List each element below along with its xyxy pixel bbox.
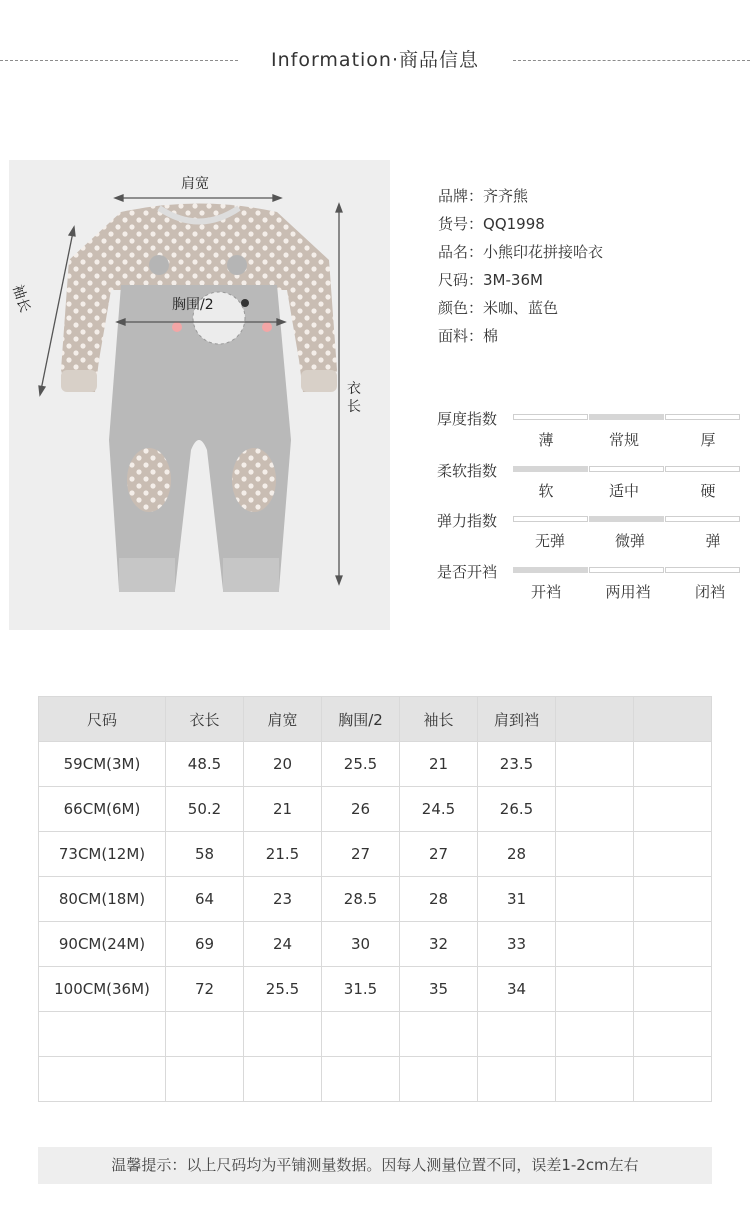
header-sleeve: 袖长 <box>400 697 478 742</box>
table-cell <box>556 877 634 922</box>
table-cell: 80CM(18M) <box>39 877 166 922</box>
softness-option-hard: 硬 <box>700 482 716 500</box>
table-cell: 27 <box>400 832 478 877</box>
table-cell <box>166 1057 244 1102</box>
table-row <box>39 1012 712 1057</box>
header-empty-2 <box>634 697 712 742</box>
table-cell <box>556 967 634 1012</box>
table-cell: 21 <box>400 742 478 787</box>
table-cell: 33 <box>478 922 556 967</box>
thickness-option-normal: 常规 <box>608 431 639 449</box>
table-cell <box>634 922 712 967</box>
info-size: 尺码：3M-36M <box>438 271 543 289</box>
header-shoulder-to-crotch: 肩到裆 <box>478 697 556 742</box>
page-title: Information·商品信息 <box>270 49 480 71</box>
thickness-bar-1 <box>513 414 588 420</box>
header-size: 尺码 <box>39 697 166 742</box>
table-row <box>39 877 712 922</box>
table-cell: 90CM(24M) <box>39 922 166 967</box>
table-cell: 58 <box>166 832 244 877</box>
crotch-option-closed: 闭裆 <box>694 583 725 601</box>
table-cell <box>478 1057 556 1102</box>
table-cell <box>556 787 634 832</box>
table-cell <box>556 832 634 877</box>
table-cell: 25.5 <box>322 742 400 787</box>
size-table <box>38 696 712 1102</box>
softness-option-medium: 适中 <box>608 482 639 500</box>
table-cell <box>39 1057 166 1102</box>
sleeve-length-label: 袖长 <box>8 282 33 315</box>
table-cell: 48.5 <box>166 742 244 787</box>
table-row <box>39 787 712 832</box>
table-cell: 69 <box>166 922 244 967</box>
table-cell: 30 <box>322 922 400 967</box>
crotch-option-dual: 两用裆 <box>605 583 651 601</box>
table-cell <box>634 967 712 1012</box>
table-row <box>39 1057 712 1102</box>
table-cell: 28 <box>478 832 556 877</box>
table-cell: 24.5 <box>400 787 478 832</box>
table-cell <box>556 1012 634 1057</box>
table-cell: 73CM(12M) <box>39 832 166 877</box>
elasticity-index-title: 弹力指数 <box>437 512 498 530</box>
elasticity-option-slight: 微弹 <box>614 532 645 550</box>
elasticity-option-none: 无弹 <box>534 532 565 550</box>
thickness-bar-2 <box>589 414 664 420</box>
table-row <box>39 922 712 967</box>
length-label-1: 衣 <box>347 381 361 397</box>
table-cell <box>634 742 712 787</box>
table-cell: 32 <box>400 922 478 967</box>
table-cell <box>400 1057 478 1102</box>
table-cell: 26 <box>322 787 400 832</box>
info-product-name: 品名：小熊印花拼接哈衣 <box>438 243 604 261</box>
table-cell <box>400 1012 478 1057</box>
table-row <box>39 832 712 877</box>
table-cell: 31.5 <box>322 967 400 1012</box>
table-cell: 28.5 <box>322 877 400 922</box>
softness-option-soft: 软 <box>538 482 554 500</box>
header-shoulder: 肩宽 <box>244 697 322 742</box>
table-cell <box>166 1012 244 1057</box>
elasticity-bar-2 <box>589 516 664 522</box>
product-photo <box>9 160 390 630</box>
info-color: 颜色：米咖、蓝色 <box>438 299 559 317</box>
table-cell: 31 <box>478 877 556 922</box>
length-label-2: 长 <box>347 399 361 415</box>
elasticity-bar-3 <box>665 516 740 522</box>
info-brand: 品牌：齐齐熊 <box>438 187 529 205</box>
table-cell <box>634 1057 712 1102</box>
table-cell <box>39 1012 166 1057</box>
table-cell: 59CM(3M) <box>39 742 166 787</box>
softness-bar-3 <box>665 466 740 472</box>
chest-half-label: 胸围/2 <box>172 297 214 313</box>
table-cell <box>634 1012 712 1057</box>
table-header-row <box>39 697 712 742</box>
table-cell: 21.5 <box>244 832 322 877</box>
table-cell: 21 <box>244 787 322 832</box>
elasticity-option-elastic: 弹 <box>705 532 721 550</box>
header-length: 衣长 <box>166 697 244 742</box>
table-cell <box>634 832 712 877</box>
table-cell <box>556 1057 634 1102</box>
table-cell: 34 <box>478 967 556 1012</box>
info-item-number: 货号：QQ1998 <box>438 215 545 233</box>
table-cell: 35 <box>400 967 478 1012</box>
header-chest: 胸围/2 <box>322 697 400 742</box>
table-cell: 28 <box>400 877 478 922</box>
thickness-option-thick: 厚 <box>700 431 716 449</box>
table-cell <box>556 922 634 967</box>
table-cell: 24 <box>244 922 322 967</box>
header-empty-1 <box>556 697 634 742</box>
info-material: 面料：棉 <box>438 327 499 345</box>
thickness-bar-3 <box>665 414 740 420</box>
table-cell <box>322 1057 400 1102</box>
crotch-bar-2 <box>589 567 664 573</box>
table-cell: 100CM(36M) <box>39 967 166 1012</box>
softness-bar-1 <box>513 466 588 472</box>
crotch-bar-3 <box>665 567 740 573</box>
table-cell: 20 <box>244 742 322 787</box>
table-cell <box>244 1012 322 1057</box>
table-cell: 72 <box>166 967 244 1012</box>
crotch-index-title: 是否开裆 <box>437 563 498 581</box>
crotch-option-open: 开裆 <box>530 583 561 601</box>
table-row <box>39 742 712 787</box>
crotch-bar-1 <box>513 567 588 573</box>
table-cell: 25.5 <box>244 967 322 1012</box>
table-row <box>39 967 712 1012</box>
table-cell: 50.2 <box>166 787 244 832</box>
table-cell: 23.5 <box>478 742 556 787</box>
thickness-option-thin: 薄 <box>538 431 554 449</box>
table-cell <box>556 742 634 787</box>
table-cell: 27 <box>322 832 400 877</box>
table-cell <box>244 1057 322 1102</box>
table-cell <box>634 787 712 832</box>
elasticity-bar-1 <box>513 516 588 522</box>
shoulder-width-label: 肩宽 <box>181 176 209 192</box>
size-tip: 温馨提示：以上尺码均为平铺测量数据。因每人测量位置不同，误差1-2cm左右 <box>38 1147 712 1184</box>
table-cell: 64 <box>166 877 244 922</box>
table-cell <box>634 877 712 922</box>
table-cell: 23 <box>244 877 322 922</box>
table-cell <box>322 1012 400 1057</box>
thickness-index-title: 厚度指数 <box>437 410 498 428</box>
table-cell: 26.5 <box>478 787 556 832</box>
softness-index-title: 柔软指数 <box>437 462 498 480</box>
table-cell: 66CM(6M) <box>39 787 166 832</box>
table-cell <box>478 1012 556 1057</box>
softness-bar-2 <box>589 466 664 472</box>
romper-illustration <box>9 160 390 630</box>
